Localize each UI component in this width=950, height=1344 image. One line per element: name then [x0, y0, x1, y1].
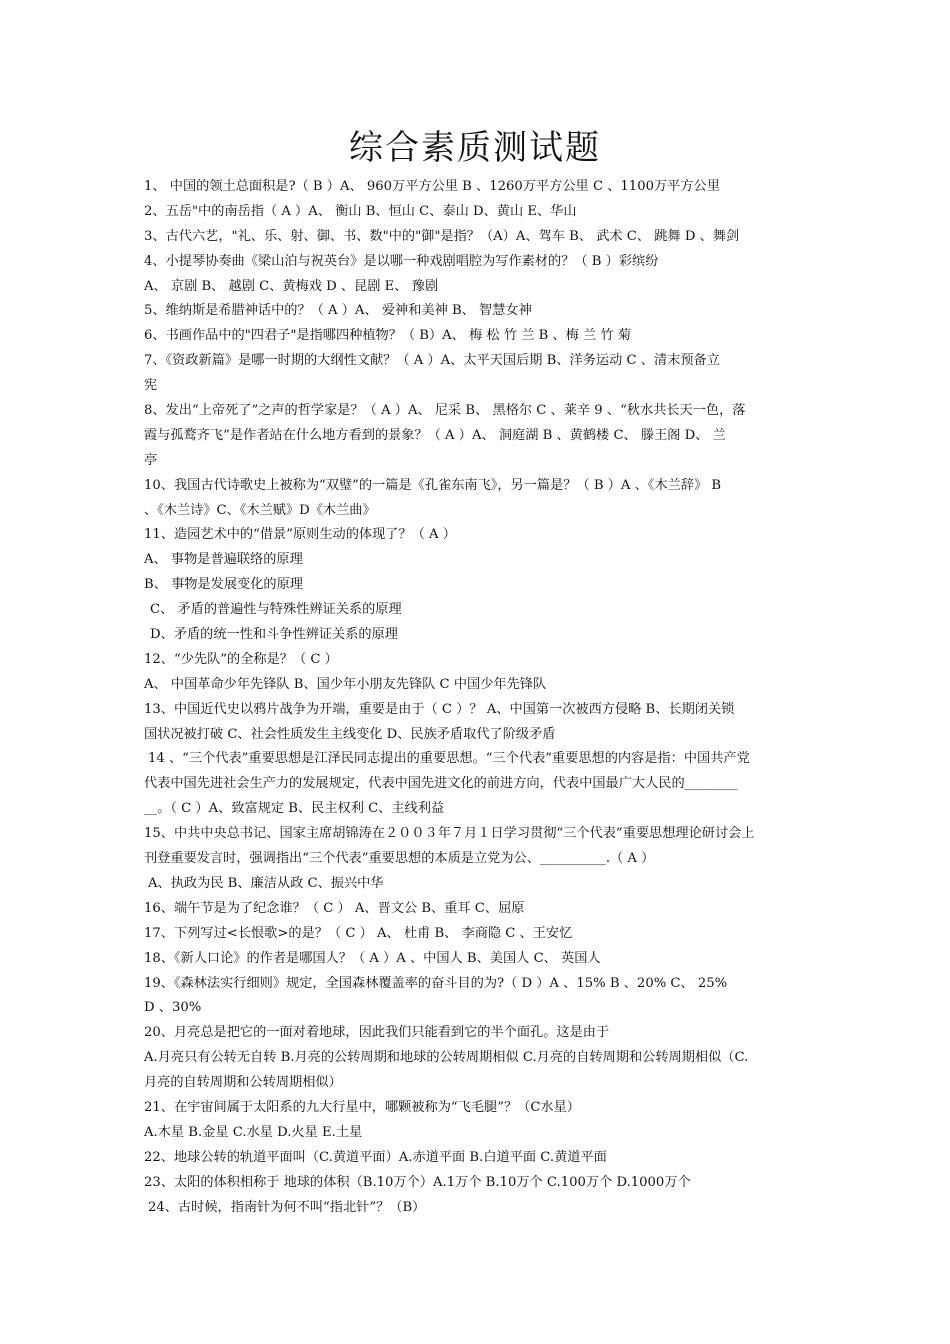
- text-line: 刊登重要发言时，强调指出“三个代表”重要思想的本质是立党为公、__________.（ A ）: [144, 851, 655, 867]
- text-line: 11、造园艺术中的“借景”原则生动的体现了？（ A ）: [144, 527, 456, 543]
- text-line: A.月亮只有公转无自转 B.月亮的公转周期和地球的公转周期相似 C.月亮的自转周期和公转周期相似（C.: [144, 1050, 749, 1066]
- text-line: 1、 中国的领土总面积是?（ B ）A、 960万平方公里 B 、1260万平方公里 C 、1100万平方公里: [144, 179, 720, 194]
- text-line: 17、下列写过<长恨歌>的是？（ C ） A、 杜甫 B、 李商隐 C 、王安忆: [144, 925, 573, 941]
- text-line: A.木星 B.金星 C.水星 D.火星 E.土星: [144, 1124, 363, 1140]
- text-line: A、执政为民 B、廉洁从政 C、振兴中华: [148, 875, 384, 891]
- document-body: [144, 175, 810, 1220]
- text-line: A、 京剧 B、 越剧 C、黄梅戏 D 、昆剧 E、 豫剧: [144, 278, 439, 294]
- text-line: 24、古时候，指南针为何不叫“指北针”？（B）: [148, 1199, 426, 1215]
- text-line: 宪: [144, 378, 158, 394]
- text-line: 亭: [144, 452, 158, 468]
- text-line: A、 中国革命少年先锋队 B、国少年小朋友先锋队 C 中国少年先锋队: [144, 676, 547, 692]
- text-line: 、《木兰诗》C、《木兰赋》D《木兰曲》: [144, 502, 376, 518]
- text-line: __。（ C ）A、致富规定 B、民主权利 C、主线利益: [144, 801, 445, 817]
- text-line: C、 矛盾的普遍性与特殊性辨证关系的原理: [150, 602, 402, 618]
- text-line: B、 事物是发展变化的原理: [144, 577, 303, 593]
- text-line: 15、中共中央总书记、国家主席胡锦涛在２００３年７月１日学习贯彻“三个代表”重要思想理论研讨会上: [144, 826, 755, 842]
- text-line: 22、地球公转的轨道平面叫（C.黄道平面）A.赤道平面 B.白道平面 C.黄道平面: [144, 1149, 607, 1165]
- text-line: 6、书画作品中的"四君子"是指哪四种植物？（ B）A、 梅 松 竹 兰 B 、梅 兰 竹 菊: [144, 328, 631, 344]
- text-line: 13、中国近代史以鸦片战争为开端，重要是由于（ C ）？ A、中国第一次被西方侵略 B、长期闭关锁: [144, 701, 735, 717]
- text-line: 12、“少先队”的全称是？（ C ）: [144, 651, 338, 667]
- text-line: 国状况被打破 C、社会性质发生主线变化 D、民族矛盾取代了阶级矛盾: [144, 726, 556, 742]
- text-line: 10、我国古代诗歌史上被称为“双璧”的一篇是《孔雀东南飞》，另一篇是？（ B ）A 、《木兰辞》 B: [144, 477, 722, 493]
- text-line: 20、月亮总是把它的一面对着地球，因此我们只能看到它的半个面孔。这是由于: [144, 1025, 610, 1041]
- text-line: 16、端午节是为了纪念谁？（ C ） A、晋文公 B、重耳 C、屈原: [144, 900, 525, 916]
- text-line: 代表中国先进社会生产力的发展规定，代表中国先进文化的前进方向，代表中国最广大人民的________: [144, 776, 738, 792]
- text-line: 19、《森林法实行细则》规定，全国森林覆盖率的奋斗目的为?（ D ）A 、15% B 、20% C、 25%: [144, 975, 728, 991]
- text-line: D 、30%: [144, 1000, 202, 1016]
- text-line: 3、古代六艺，"礼、乐、射、御、书、数"中的"御"是指？（A）A、驾车 B、 武术 C、 跳舞 D 、舞剑: [144, 228, 740, 244]
- text-line: 8、发出“上帝死了”之声的哲学家是？（ A ）A、 尼采 B、 黑格尔 C 、莱辛 9 、“秋水共长天一色，落: [144, 403, 746, 419]
- text-line: 5、维纳斯是希腊神话中的？（ A ）A、 爱神和美神 B、 智慧女神: [144, 303, 532, 319]
- text-line: 7、《资政新篇》是哪一时期的大纲性文献？（ A ）A、太平天国后期 B、洋务运动 C 、清末预备立: [144, 353, 720, 369]
- text-line: 2、五岳"中的南岳指（ A ）A、 衡山 B、恒山 C、泰山 D、黄山 E、华山: [144, 203, 577, 219]
- text-line: 23、太阳的体积相称于 地球的体积（B.10万个）A.1万个 B.10万个 C.100万个 D.1000万个: [144, 1174, 691, 1190]
- document-title: 综合素质测试题: [349, 128, 601, 168]
- text-line: 4、小提琴协奏曲《梁山泊与祝英台》是以哪一种戏剧唱腔为写作素材的？（ B ）彩缤纷: [144, 253, 659, 269]
- text-line: 月亮的自转周期和公转周期相似）: [144, 1075, 342, 1091]
- text-line: 18、《新人口论》的作者是哪国人？（ A ）A 、中国人 B、美国人 C、 英国人: [144, 950, 601, 966]
- text-line: A、 事物是普遍联络的原理: [144, 552, 303, 568]
- text-line: 14 、“三个代表”重要思想是江泽民同志提出的重要思想。“三个代表”重要思想的内容是指：中国共产党: [148, 751, 750, 767]
- text-line: 霞与孤鹜齐飞”是作者站在什么地方看到的景象？（ A ）A、 洞庭湖 B 、黄鹤楼 C、 滕王阁 D、 兰: [144, 427, 726, 443]
- text-line: 21、在宇宙间属于太阳系的九大行星中，哪颗被称为“飞毛腿”？（C水星）: [144, 1099, 580, 1115]
- text-line: D、矛盾的统一性和斗争性辨证关系的原理: [150, 627, 398, 643]
